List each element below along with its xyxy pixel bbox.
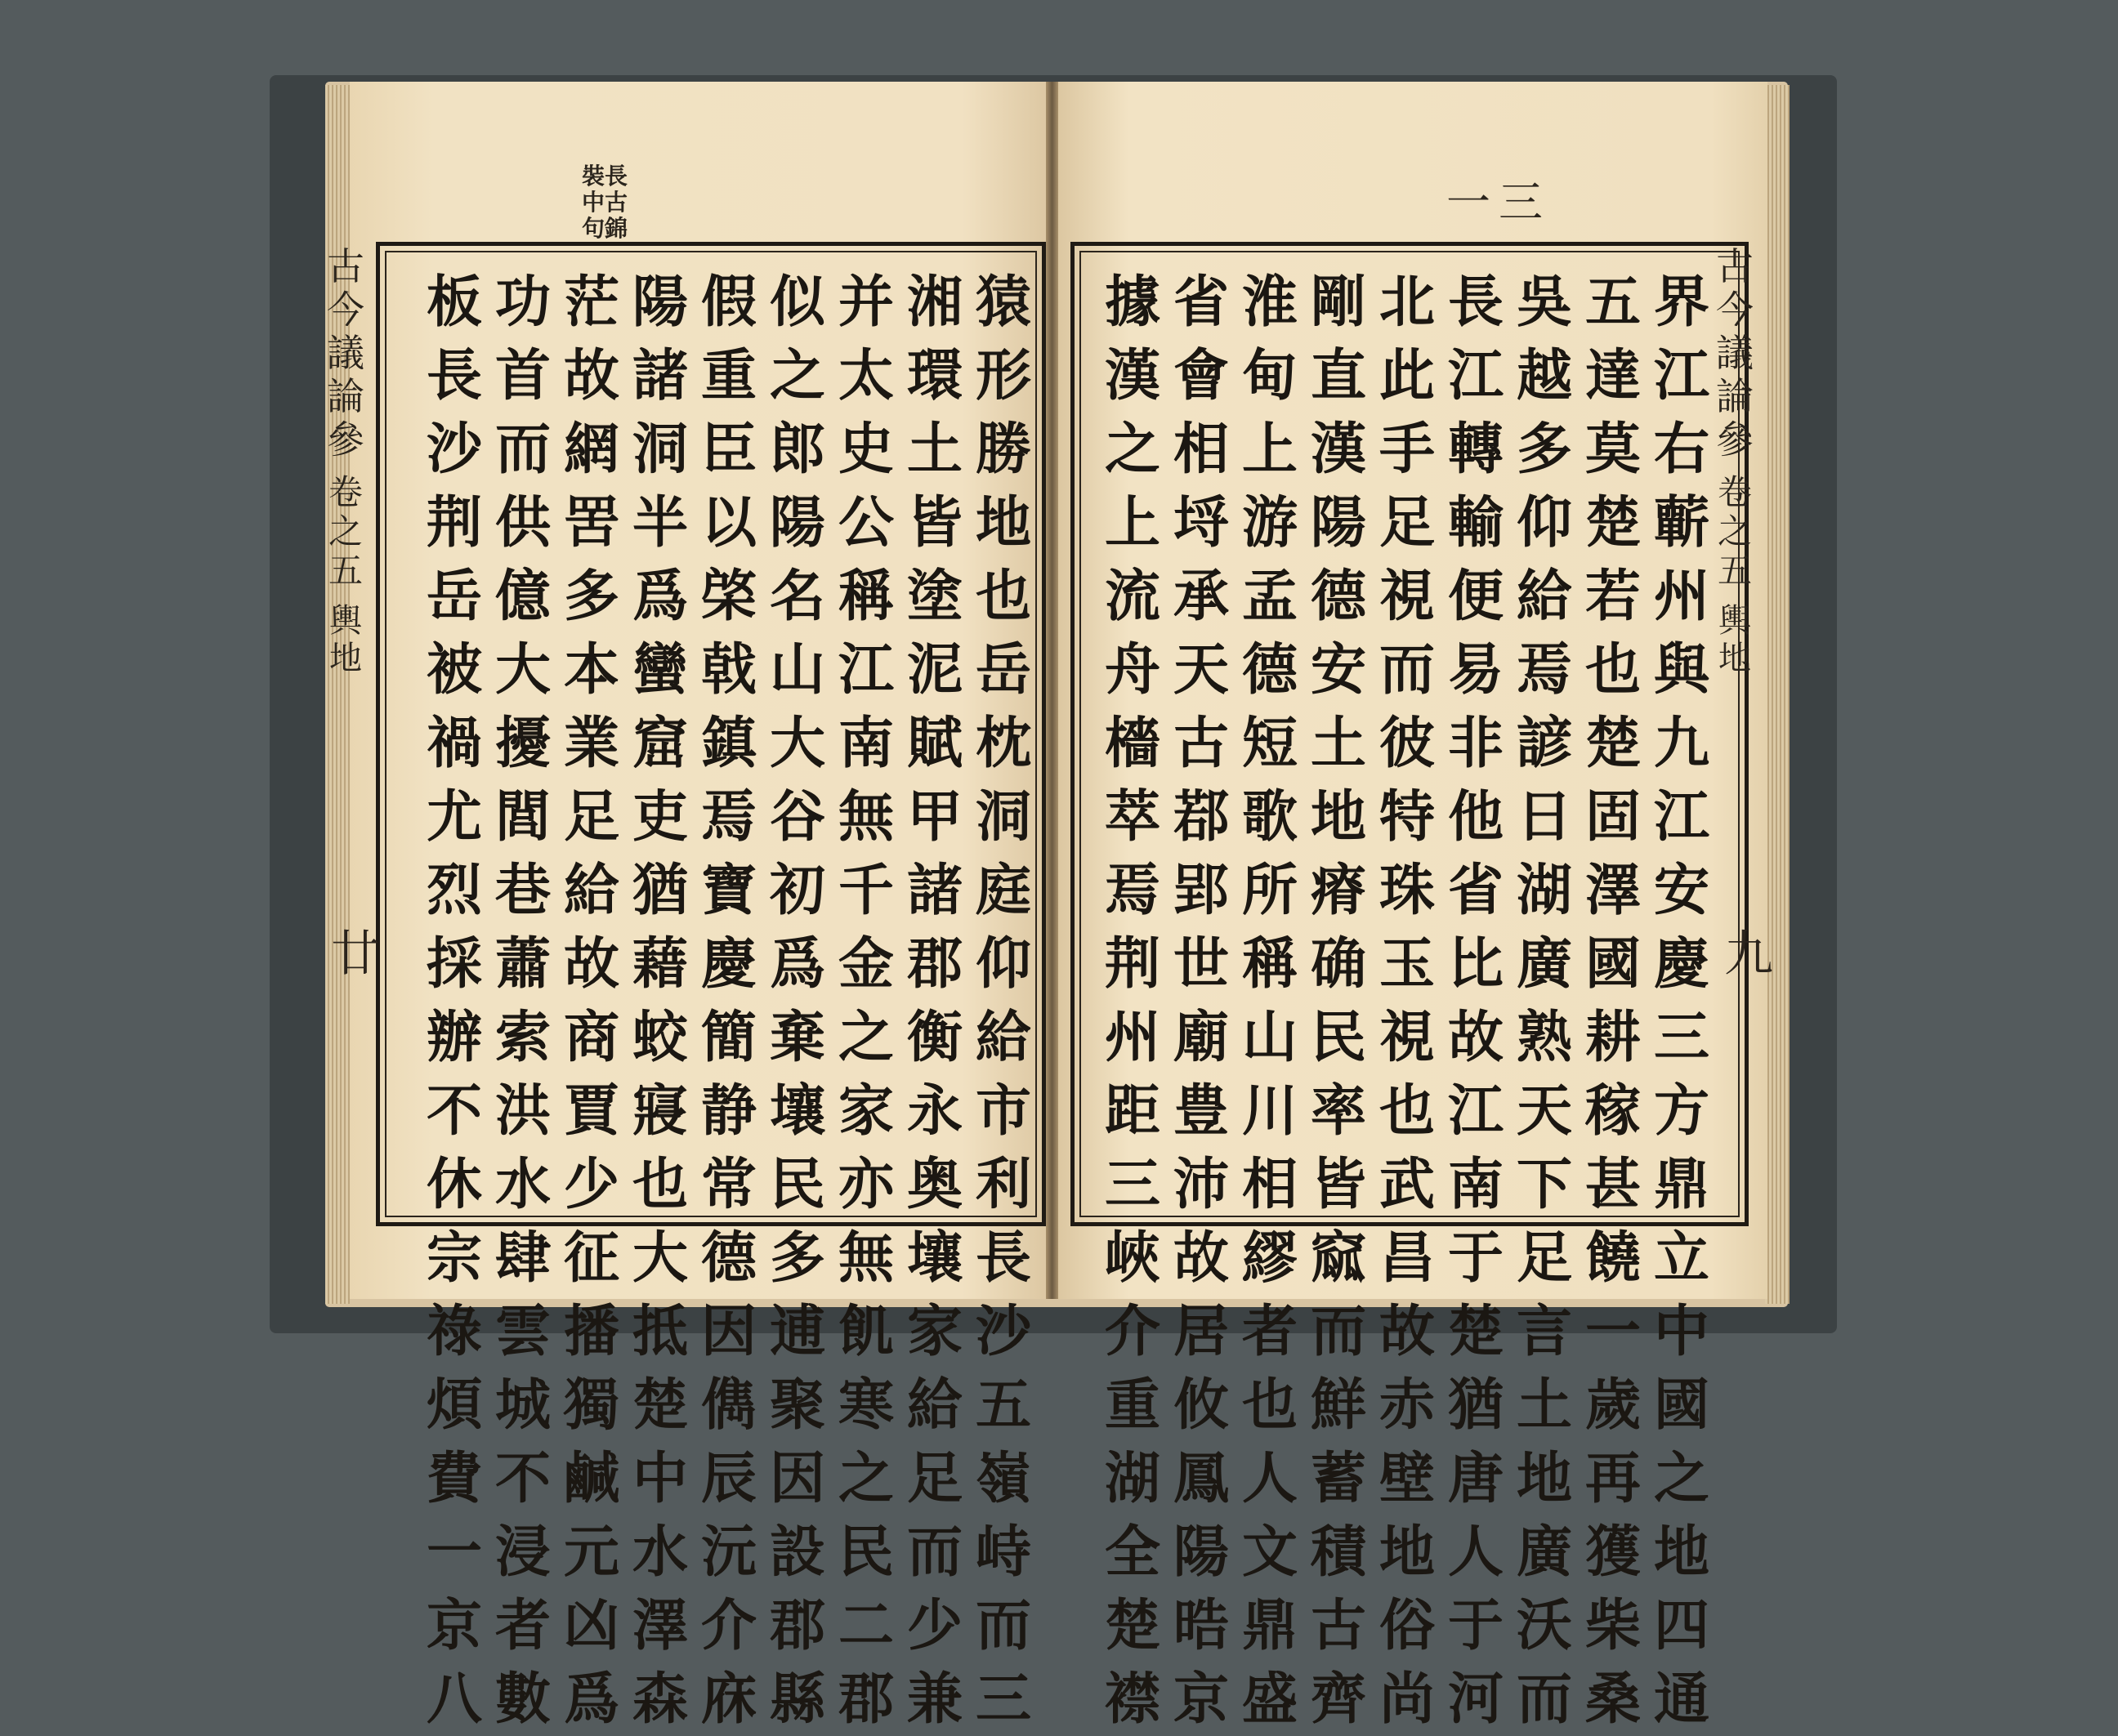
left-folio: 廿 <box>331 926 380 983</box>
right-page-column-5: 北 此 手 足 視 而 彼 特 珠 玉 視 也 武 昌 故 赤 壁 地 俗 尚 <box>1378 270 1435 1732</box>
left-page-column-9: 板 長 沙 荆 岳 被 禍 尤 烈 採 辦 不 休 宗 祿 煩 費 一 京 八 <box>426 270 482 1732</box>
left-page-column-2: 湘 環 土 皆 塗 泥 賦 甲 諸 郡 衡 永 奥 壤 家 給 足 而 少 兼 <box>906 270 963 1732</box>
left-page-column-7: 茫 故 網 罟 多 本 業 足 給 故 商 賈 少 征 播 獨 鹹 元 凶 爲 <box>563 270 619 1732</box>
right-page-column-8: 省 會 相 埒 承 天 古 鄀 郢 世 廟 豊 沛 故 居 攸 鳳 陽 晧 京 <box>1173 270 1229 1732</box>
left-header-note-2: 裝 中 句 <box>582 163 605 242</box>
fold-title-part-1: 古 今 議 論 參 <box>1716 244 1754 462</box>
right-page-column-1: 界 江 右 蘄 州 與 九 江 安 慶 三 方 鼎 立 中 國 之 地 四 通 <box>1653 270 1709 1732</box>
right-page-column-4: 長 江 轉 輸 便 易 非 他 省 比 故 江 南 于 楚 猶 唐 人 于 河 <box>1447 270 1504 1732</box>
left-page-column-5: 假 重 臣 以 棨 戟 鎮 焉 寶 慶 簡 静 常 德 因 儁 辰 沅 介 庥 <box>700 270 757 1732</box>
left-page-column-3: 并 太 史 公 稱 江 南 無 千 金 之 家 亦 無 飢 寒 之 民 二 郡 <box>838 270 894 1732</box>
fold-title-part-1: 古 今 議 論 參 <box>327 244 364 462</box>
left-page-column-4: 似 之 郎 陽 名 山 大 谷 初 爲 棄 壤 民 多 逋 聚 因 設 郡 縣 <box>769 270 825 1732</box>
left-page-column-1: 猿 形 勝 地 也 岳 枕 洞 庭 仰 給 市 利 長 沙 五 嶺 峙 而 三 <box>975 270 1031 1732</box>
right-page-column-7: 淮 甸 上 游 孟 德 短 歌 所 稱 山 川 相 繆 者 也 人 文 鼎 盛 <box>1241 270 1298 1732</box>
fold-title-part-3: 輿 地 <box>1718 602 1751 678</box>
right-page-edges <box>1765 85 1790 1304</box>
left-page-column-6: 陽 諸 洞 半 爲 蠻 窟 吏 猶 藉 蛟 寢 也 大 抵 楚 中 水 澤 森 <box>632 270 688 1732</box>
right-page-column-6: 剛 直 漢 陽 德 安 土 地 瘠 确 民 率 皆 窳 而 鮮 蓄 積 古 齊 <box>1310 270 1366 1732</box>
left-header-note-1: 長 古 錦 <box>605 163 628 242</box>
left-page-column-8: 功 首 而 供 億 大 擾 閭 巷 蕭 索 洪 水 肆 雲 城 不 浸 者 數 <box>494 270 551 1732</box>
fold-title-part-3: 輿 地 <box>329 602 362 678</box>
fold-title-part-2: 卷 之 五 <box>1717 471 1752 591</box>
book-gutter <box>1046 82 1058 1299</box>
left-fold-title <box>327 245 364 689</box>
fold-title-part-2: 卷 之 五 <box>328 471 363 591</box>
right-folio: 九 <box>1724 926 1773 983</box>
right-page-column-2: 五 達 莫 楚 若 也 楚 固 澤 國 耕 稼 甚 饒 一 歲 再 獲 柴 桑 <box>1584 270 1641 1732</box>
right-page-column-3: 吳 越 多 仰 給 焉 諺 日 湖 廣 熟 天 下 足 言 土 地 廣 沃 而 <box>1516 270 1572 1732</box>
right-page-column-9: 據 漢 之 上 流 舟 檣 萃 焉 荆 州 距 三 峽 介 重 湖 全 楚 襟 <box>1104 270 1160 1732</box>
right-top-mark: 一三 <box>1446 176 1551 228</box>
right-fold-title <box>1716 245 1754 689</box>
